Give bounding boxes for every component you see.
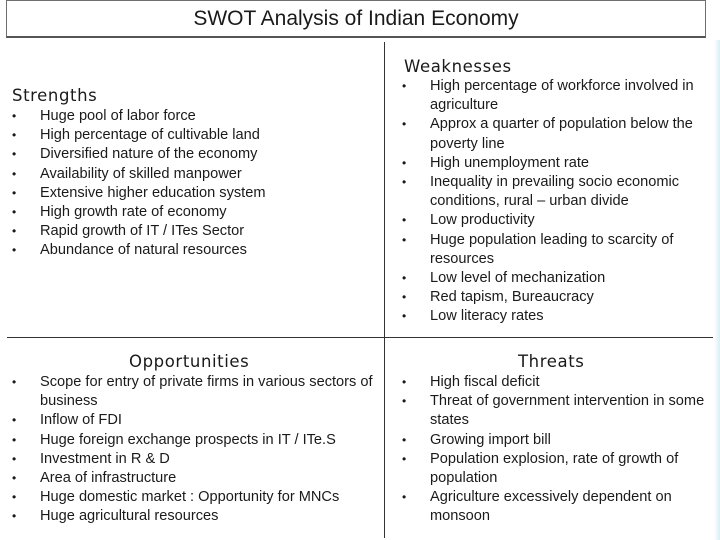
strengths-heading: Strengths xyxy=(12,86,98,105)
threats-cell xyxy=(385,338,713,538)
bullet-icon: • xyxy=(402,79,407,93)
strength-item xyxy=(12,107,372,126)
strength-text: Availability of skilled manpower xyxy=(40,165,242,182)
weakness-text: High percentage of workforce involved in agriculture xyxy=(430,78,694,114)
opportunity-text: Huge agricultural resources xyxy=(40,508,219,525)
weakness-text: Low level of mechanization xyxy=(430,270,606,287)
opportunity-item xyxy=(12,411,377,430)
weakness-item xyxy=(402,288,707,307)
strength-item xyxy=(12,241,372,260)
bullet-icon: • xyxy=(12,509,17,524)
threat-text: Agriculture excessively dependent on monsoon xyxy=(430,489,672,525)
strength-item xyxy=(12,126,372,145)
opportunity-text: Inflow of FDI xyxy=(40,412,122,429)
threat-text: Population explosion, rate of growth of population xyxy=(430,450,679,487)
page-title: SWOT Analysis of Indian Economy xyxy=(193,7,519,30)
threat-text: Threat of government intervention in some states xyxy=(430,393,705,429)
bullet-icon: • xyxy=(12,166,17,181)
strength-item xyxy=(12,165,372,184)
bullet-icon: • xyxy=(12,128,17,143)
threat-item xyxy=(402,392,707,430)
opportunities-heading: Opportunities xyxy=(129,352,250,371)
opportunity-text: Investment in R & D xyxy=(40,450,170,467)
strength-item xyxy=(12,222,372,241)
bullet-icon: • xyxy=(12,413,17,428)
bullet-icon: • xyxy=(12,432,17,447)
opportunity-item xyxy=(12,373,377,411)
bullet-icon: • xyxy=(402,490,407,505)
weaknesses-cell xyxy=(385,42,713,338)
opportunity-item xyxy=(12,488,377,507)
bullet-icon: • xyxy=(402,290,407,305)
bullet-icon: • xyxy=(12,471,17,486)
threat-item xyxy=(402,373,707,392)
opportunity-item xyxy=(12,507,377,526)
opportunities-list xyxy=(12,373,377,527)
threat-item xyxy=(402,488,707,526)
strength-text: Extensive higher education system xyxy=(40,184,266,201)
opportunity-text: Area of infrastructure xyxy=(40,470,177,487)
bullet-icon: • xyxy=(402,432,407,447)
strengths-cell xyxy=(7,42,385,338)
bullet-icon: • xyxy=(12,109,17,123)
weakness-item xyxy=(402,77,707,115)
bullet-icon: • xyxy=(402,394,407,409)
strength-text: Diversified nature of the economy xyxy=(40,146,258,163)
bullet-icon: • xyxy=(12,243,17,258)
bullet-icon: • xyxy=(402,155,407,170)
weakness-text: Red tapism, Bureaucracy xyxy=(430,289,594,306)
slide-edge-decoration xyxy=(714,40,720,540)
threat-text: Growing import bill xyxy=(430,431,551,448)
weakness-item xyxy=(402,173,707,211)
threat-item xyxy=(402,450,707,488)
strength-text: Huge pool of labor force xyxy=(40,108,196,124)
threat-text: High fiscal deficit xyxy=(430,374,540,390)
strength-item xyxy=(12,203,372,222)
bullet-icon: • xyxy=(12,375,17,389)
opportunity-item xyxy=(12,431,377,450)
opportunity-item xyxy=(12,469,377,488)
weakness-text: Huge population leading to scarcity of resources xyxy=(430,231,674,267)
opportunity-item xyxy=(12,450,377,469)
opportunities-cell xyxy=(7,338,385,538)
bullet-icon: • xyxy=(12,185,17,200)
threats-list xyxy=(402,373,707,527)
weakness-text: High unemployment rate xyxy=(430,154,589,171)
threat-item xyxy=(402,431,707,450)
bullet-icon: • xyxy=(12,490,17,505)
weakness-item xyxy=(402,154,707,173)
bullet-icon: • xyxy=(402,309,407,324)
weaknesses-list xyxy=(402,77,707,327)
weakness-item xyxy=(402,211,707,230)
weakness-text: Low productivity xyxy=(430,212,535,229)
weakness-item xyxy=(402,269,707,288)
opportunity-text: Huge foreign exchange prospects in IT / ITe.S xyxy=(40,431,336,448)
bullet-icon: • xyxy=(12,205,17,220)
strengths-list xyxy=(12,107,372,261)
strength-text: High growth rate of economy xyxy=(40,204,227,221)
weakness-item xyxy=(402,115,707,153)
strength-item xyxy=(12,184,372,203)
bullet-icon: • xyxy=(12,147,17,162)
strength-text: Abundance of natural resources xyxy=(40,242,247,259)
opportunity-text: Scope for entry of private firms in various sectors of business xyxy=(40,374,373,410)
bullet-icon: • xyxy=(402,232,407,247)
weaknesses-heading: Weaknesses xyxy=(404,57,512,76)
bullet-icon: • xyxy=(402,117,407,132)
weakness-text: Inequality in prevailing socio economic conditions, rural – urban divide xyxy=(430,174,680,210)
weakness-item xyxy=(402,231,707,269)
weakness-text: Approx a quarter of population below the poverty line xyxy=(430,116,693,152)
swot-grid xyxy=(7,42,713,538)
strength-item xyxy=(12,145,372,164)
threats-heading: Threats xyxy=(518,352,585,371)
weakness-text: Low literacy rates xyxy=(430,308,544,325)
bullet-icon: • xyxy=(402,175,407,190)
strength-text: Rapid growth of IT / ITes Sector xyxy=(40,223,245,240)
bullet-icon: • xyxy=(402,271,407,286)
weakness-item xyxy=(402,307,707,326)
bullet-icon: • xyxy=(402,375,407,389)
bullet-icon: • xyxy=(402,213,407,228)
bullet-icon: • xyxy=(12,224,17,239)
bullet-icon: • xyxy=(402,451,407,466)
title-box xyxy=(6,0,706,38)
bullet-icon: • xyxy=(12,451,17,466)
strength-text: High percentage of cultivable land xyxy=(40,127,260,144)
opportunity-text: Huge domestic market : Opportunity for MNCs xyxy=(40,489,340,506)
